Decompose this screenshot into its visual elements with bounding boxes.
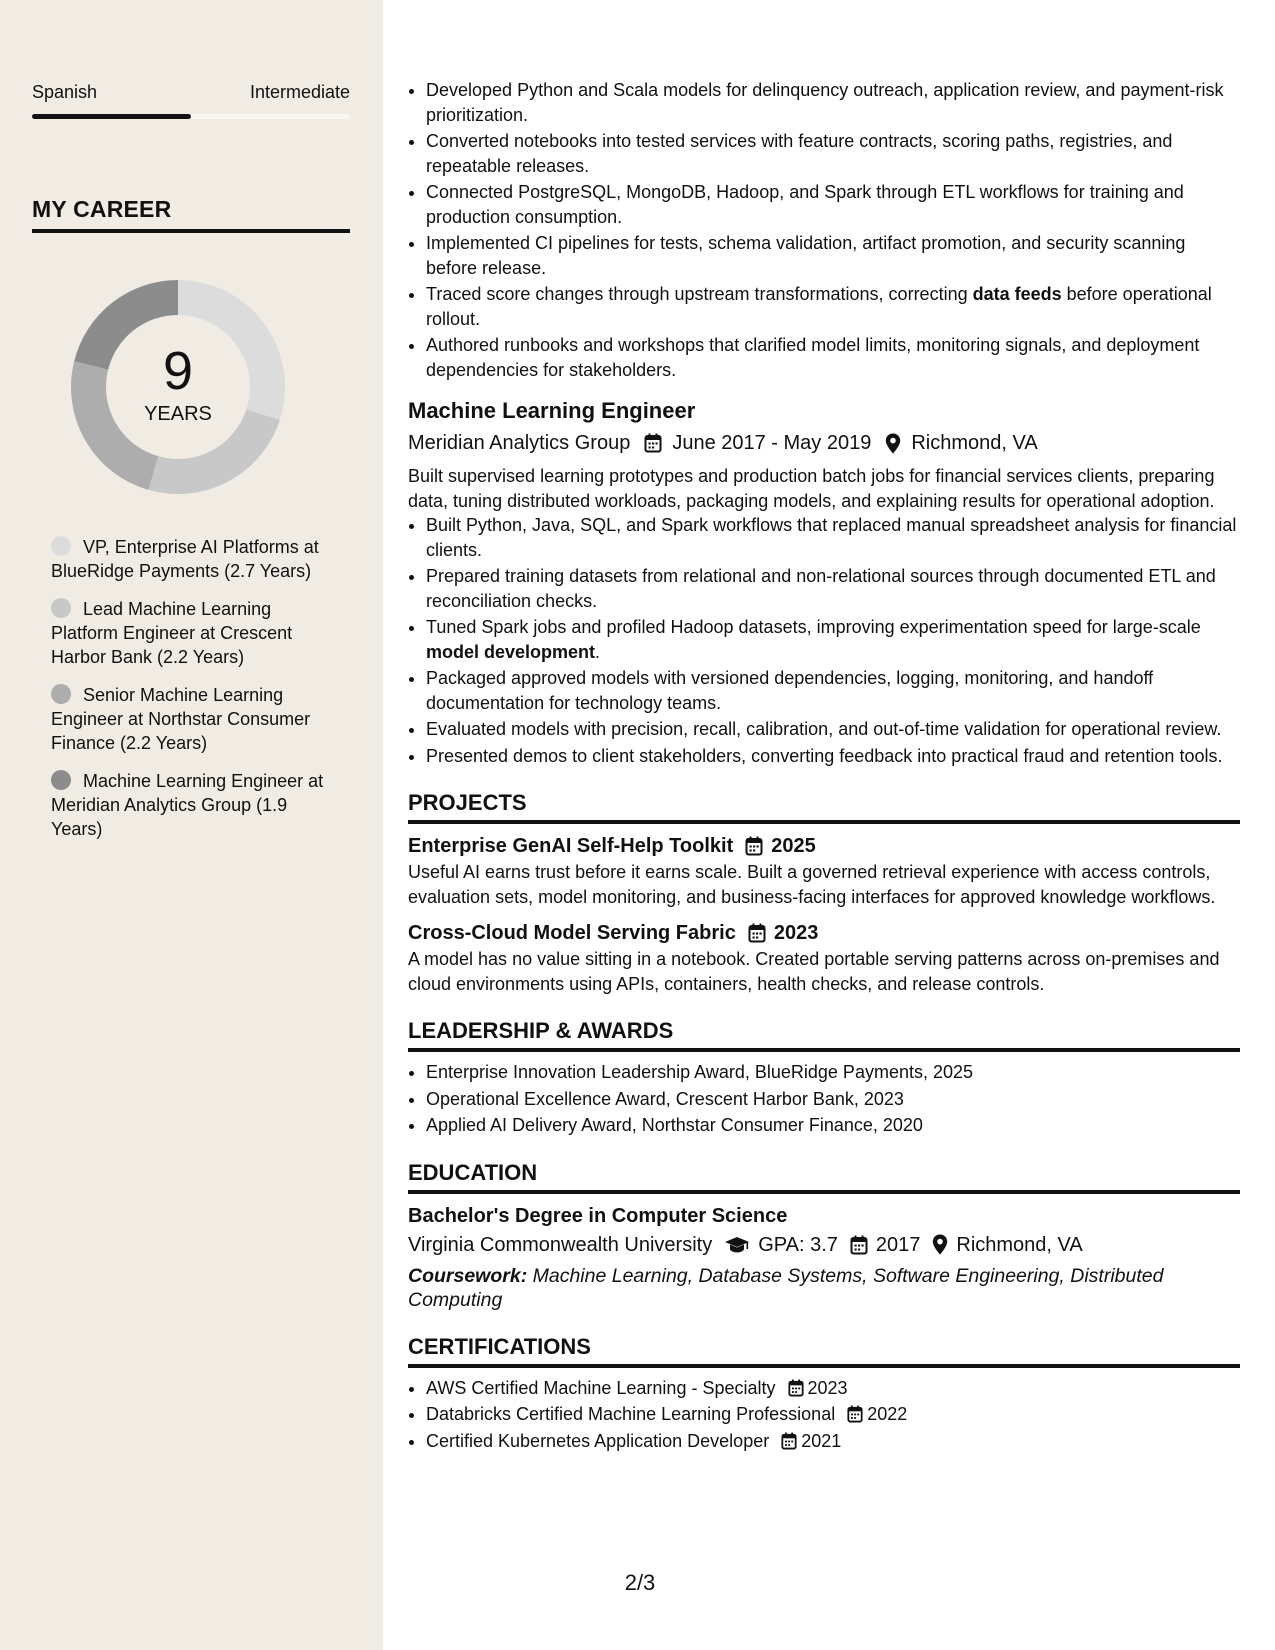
bullet: • Prepared training datasets from relational and non-relational sources through documented ETL and reconciliation checks. [426,564,1240,613]
calendar-icon [781,1432,797,1450]
project-description: Useful AI earns trust before it earns scale. Built a governed retrieval experience with access controls, evaluation sets, model monitoring, and business-facing interfaces for approved knowledge workflows. [408,862,1216,907]
certification-year: 2023 [807,1377,848,1398]
bullet-bold-text: data feeds [972,284,1062,304]
bullet: • Presented demos to client stakeholders, converting feedback into practical fraud and retention tools. [426,744,1240,769]
previous-job-bullets [408,78,1240,382]
project-year: 2025 [771,835,816,857]
career-item-text: VP, Enterprise AI Platforms at BlueRidge Payments (2.7 Years) [51,537,319,581]
certification-name: • Databricks Certified Machine Learning Professional [426,1404,836,1424]
language-proficiency-fill [32,114,191,119]
bullet: • Converted notebooks into tested services with feature contracts, scoring paths, registries, and repeatable releases. [426,129,1240,178]
page-number: 2/3 [624,1570,656,1595]
certification-item [426,1429,1240,1454]
certifications-list [408,1376,1240,1454]
career-item-text: Senior Machine Learning Engineer at Northstar Consumer Finance (2.2 Years) [51,685,311,753]
education-heading: EDUCATION [408,1158,1240,1194]
job-description: Built supervised learning prototypes and production batch jobs for financial services clients, preparing data, tuning distributed workloads, packaging models, and explaining results for operational adoption. [408,466,1215,511]
location-pin-icon [932,1234,948,1255]
awards-list [408,1060,1240,1138]
bullet-text: . [595,641,601,662]
bullet: • Implemented CI pipelines for tests, schema validation, artifact promotion, and security scanning before release. [426,231,1240,280]
coursework-list: Machine Learning, Database Systems, Software Engineering, Distributed Computing [408,1264,1164,1311]
project-year: 2023 [773,922,819,944]
career-donut-chart [63,272,293,502]
calendar-icon [788,1379,804,1397]
career-item [51,597,341,669]
bullet: • Authored runbooks and workshops that clarified model limits, monitoring signals, and deployment dependencies for stakeholders. [426,333,1240,382]
career-list [51,535,341,855]
award-item: • Enterprise Innovation Leadership Award, BlueRidge Payments, 2025 [426,1060,1240,1085]
total-years-unit: YEARS [144,402,212,425]
language-proficiency-bar [32,114,350,119]
career-heading: MY CAREER [32,196,350,233]
career-item [51,683,341,755]
location-pin-icon [885,433,901,454]
certification-year: 2022 [867,1404,908,1424]
calendar-icon [850,1235,868,1255]
bullet [426,282,1240,331]
calendar-icon [644,433,662,453]
graduation-cap-icon [724,1236,750,1254]
project-title-row [408,919,1240,947]
bullet: • Built Python, Java, SQL, and Spark workflows that replaced manual spreadsheet analysis for financial clients. [426,513,1240,562]
project-description: A model has no value sitting in a notebook. Created portable serving patterns across on-premises and cloud environments using APIs, containers, health checks, and release controls. [408,949,1220,994]
graduation-year: 2017 [875,1233,921,1256]
job-title: Machine Learning Engineer [408,398,696,423]
legend-dot [51,598,71,618]
legend-dot [51,684,71,704]
total-years-number: 9 [162,340,194,401]
calendar-icon [745,836,763,856]
certification-item [426,1402,1240,1427]
coursework [408,1264,1240,1312]
award-item: • Applied AI Delivery Award, Northstar Consumer Finance, 2020 [426,1113,1240,1138]
award-item: • Operational Excellence Award, Crescent Harbor Bank, 2023 [426,1087,1240,1112]
certifications-heading: CERTIFICATIONS [408,1332,1240,1368]
job-bullets [408,513,1240,768]
bullet-text: Tuned Spark jobs and profiled Hadoop datasets, improving experimentation speed for large-scale [426,617,1201,637]
job-company: Meridian Analytics Group [408,432,631,454]
degree-title: Bachelor's Degree in Computer Science [408,1204,788,1227]
calendar-icon [847,1405,863,1423]
bullet: • Evaluated models with precision, recall, calibration, and out-of-time validation for operational review. [426,717,1240,742]
career-item-text: Lead Machine Learning Platform Engineer at Crescent Harbor Bank (2.2 Years) [51,599,293,667]
gpa: GPA: 3.7 [758,1233,838,1256]
career-item [51,769,341,841]
project-title-row [408,832,1240,860]
legend-dot [51,770,71,790]
bullet [426,615,1240,664]
bullet-text: before operational rollout. [426,284,1212,329]
certification-name: • AWS Certified Machine Learning - Specialty [426,1377,776,1398]
certification-year: 2021 [801,1430,842,1451]
main-content [408,78,1240,1455]
job-dates: June 2017 - May 2019 [672,432,872,454]
bullet-text: Traced score changes through upstream transformations, correcting [426,284,973,304]
school-name: Virginia Commonwealth University [408,1233,713,1256]
calendar-icon [748,923,766,943]
education-meta [408,1230,1240,1260]
bullet: • Connected PostgreSQL, MongoDB, Hadoop, and Spark through ETL workflows for training and production consumption. [426,180,1240,229]
job-meta [408,428,1240,458]
coursework-label: Coursework: [408,1264,528,1287]
bullet: • Packaged approved models with versioned dependencies, logging, monitoring, and handoff documentation for technology teams. [426,666,1240,715]
career-item [51,535,341,583]
language-level: Intermediate [249,82,350,102]
legend-dot [51,536,71,556]
career-item-text: Machine Learning Engineer at Meridian Analytics Group (1.9 Years) [51,771,324,839]
school-location: Richmond, VA [956,1233,1083,1256]
project-title: Enterprise GenAI Self-Help Toolkit [408,835,734,857]
certification-item [426,1376,1240,1401]
sidebar [0,0,383,1650]
awards-heading: LEADERSHIP & AWARDS [408,1016,1240,1052]
language-name: Spanish [32,82,98,102]
job-location: Richmond, VA [911,432,1038,454]
bullet: • Developed Python and Scala models for delinquency outreach, application review, and payment-risk prioritization. [426,78,1240,127]
donut-center [63,272,293,502]
language-row [32,82,350,103]
certification-name: • Certified Kubernetes Application Developer [426,1430,770,1451]
projects-heading: PROJECTS [408,788,1240,824]
project-title: Cross-Cloud Model Serving Fabric [408,922,736,944]
bullet-bold-text: model development [426,641,596,662]
